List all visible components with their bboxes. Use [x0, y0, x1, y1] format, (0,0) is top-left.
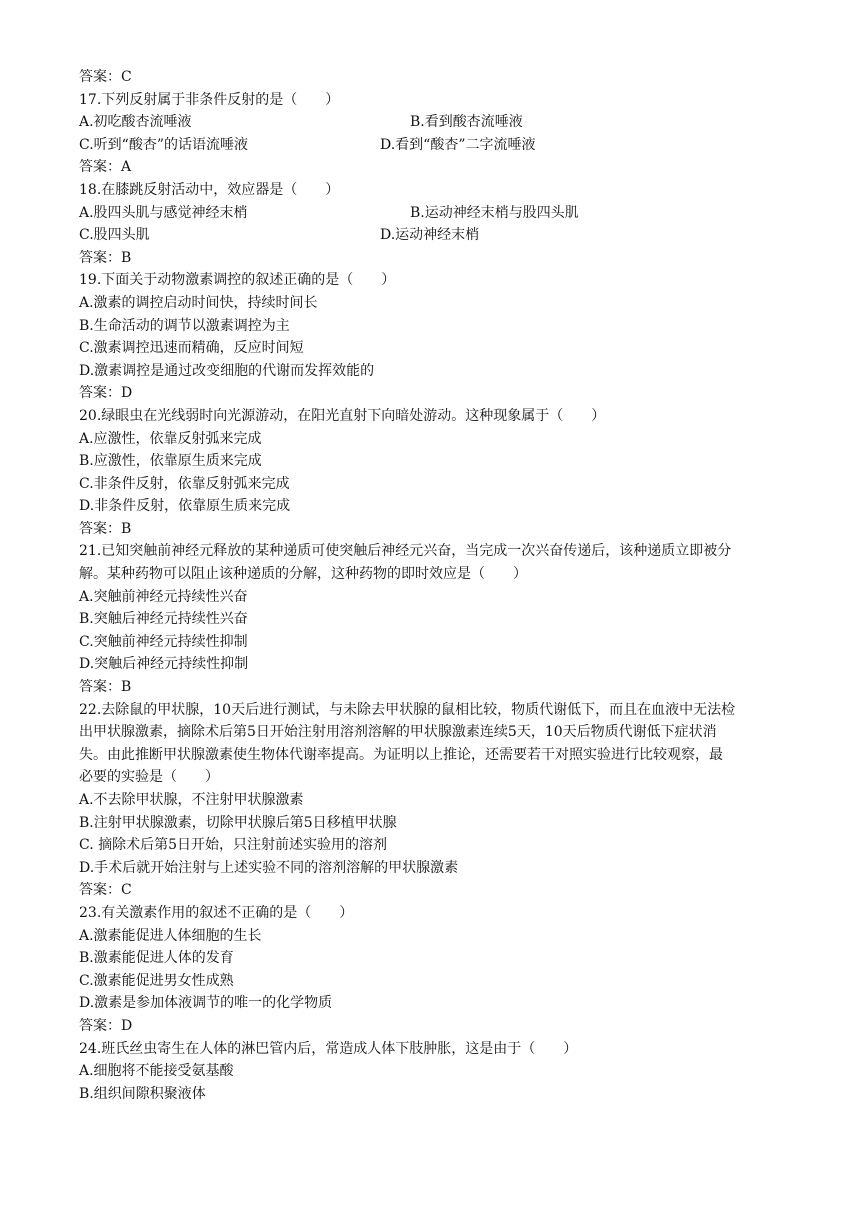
- option-a: A.细胞将不能接受氨基酸: [79, 1063, 234, 1080]
- option-d: D.激素调控是通过改变细胞的代谢而发挥效能的: [79, 362, 375, 379]
- option-c: C.激素调控迅速而精确，反应时间短: [79, 340, 304, 357]
- question-17-options-row-1: [79, 111, 789, 134]
- option-b: B.激素能促进人体的发育: [79, 950, 234, 967]
- document-page: [79, 66, 789, 1105]
- option-d: D.突触后神经元持续性抑制: [79, 656, 249, 673]
- question-22-line-4: 必要的实验是（ ）: [79, 769, 219, 786]
- question-21-line-2: 解。某种药物可以阻止该种递质的分解，这种药物的即时效应是（ ）: [79, 566, 527, 583]
- question-17-options-row-2: [79, 134, 789, 157]
- question-18: 18.在膝跳反射活动中，效应器是（ ）: [79, 181, 340, 198]
- option-a: A.股四头肌与感觉神经末梢: [79, 204, 248, 221]
- answer-19: 答案：D: [79, 385, 133, 402]
- option-c: C.听到“酸杏”的话语流唾液: [79, 136, 248, 153]
- option-c: C. 摘除术后第5日开始，只注射前述实验用的溶剂: [79, 837, 388, 854]
- option-d: D.非条件反射，依靠原生质来完成: [79, 498, 291, 515]
- option-b: B.组织间隙积聚液体: [79, 1085, 206, 1102]
- answer-16: 答案：C: [79, 69, 132, 85]
- option-d: D.看到“酸杏”二字流唾液: [380, 136, 536, 153]
- option-c: C.股四头肌: [79, 227, 150, 244]
- question-22-line-1: 22.去除鼠的甲状腺，10天后进行测试，与未除去甲状腺的鼠相比较，物质代谢低下，而且在血液中无法检: [79, 701, 736, 718]
- option-b: B.看到酸杏流唾液: [410, 114, 523, 131]
- option-d: D.激素是参加体液调节的唯一的化学物质: [79, 995, 333, 1012]
- option-c: C.激素能促进男女性成熟: [79, 972, 234, 989]
- option-b: B.应激性，依靠原生质来完成: [79, 453, 262, 470]
- question-22-line-3: 失。由此推断甲状腺激素使生物体代谢率提高。为证明以上推论，还需要若干对照实验进行比较观察，最: [79, 746, 723, 763]
- question-23: 23.有关激素作用的叙述不正确的是（ ）: [79, 904, 354, 921]
- option-d: D.手术后就开始注射与上述实验不同的溶剂溶解的甲状腺激素: [79, 859, 459, 876]
- option-a: A.应激性，依靠反射弧来完成: [79, 430, 262, 447]
- question-22-line-2: 出甲状腺激素，摘除术后第5日开始注射用溶剂溶解的甲状腺激素连续5天，10天后物质代谢低下症状消: [79, 724, 717, 741]
- answer-20: 答案：B: [79, 520, 132, 537]
- option-a: A.初吃酸杏流唾液: [79, 114, 192, 131]
- question-20: 20.绿眼虫在光线弱时向光源游动，在阳光直射下向暗处游动。这种现象属于（ ）: [79, 407, 606, 424]
- option-a: A.突触前神经元持续性兴奋: [79, 588, 248, 605]
- question-19: 19.下面关于动物激素调控的叙述正确的是（ ）: [79, 272, 396, 289]
- option-a: A.激素能促进人体细胞的生长: [79, 927, 262, 944]
- question-21-line-1: 21.已知突触前神经元释放的某种递质可使突触后神经元兴奋，当完成一次兴奋传递后，该种递质立即被分: [79, 543, 732, 560]
- answer-23: 答案：D: [79, 1017, 133, 1034]
- question-18-options-row-2: [79, 224, 789, 247]
- option-b: B.运动神经末梢与股四头肌: [410, 204, 579, 221]
- question-18-options-row-1: [79, 202, 789, 225]
- question-17: 17.下列反射属于非条件反射的是（ ）: [79, 91, 340, 108]
- option-c: C.非条件反射，依靠反射弧来完成: [79, 475, 290, 492]
- option-d: D.运动神经末梢: [380, 227, 480, 244]
- answer-18: 答案：B: [79, 249, 132, 266]
- question-24: 24.班氏丝虫寄生在人体的淋巴管内后，常造成人体下肢肿胀，这是由于（ ）: [79, 1040, 578, 1057]
- answer-22: 答案：C: [79, 882, 132, 899]
- option-b: B.突触后神经元持续性兴奋: [79, 611, 248, 628]
- option-a: A.不去除甲状腺，不注射甲状腺激素: [79, 792, 304, 808]
- option-b: B.注射甲状腺激素，切除甲状腺后第5日移植甲状腺: [79, 814, 397, 831]
- answer-17: 答案：A: [79, 159, 132, 176]
- answer-21: 答案：B: [79, 679, 132, 696]
- option-a: A.激素的调控启动时间快，持续时间长: [79, 294, 318, 311]
- option-b: B.生命活动的调节以激素调控为主: [79, 317, 290, 334]
- option-c: C.突触前神经元持续性抑制: [79, 633, 248, 650]
